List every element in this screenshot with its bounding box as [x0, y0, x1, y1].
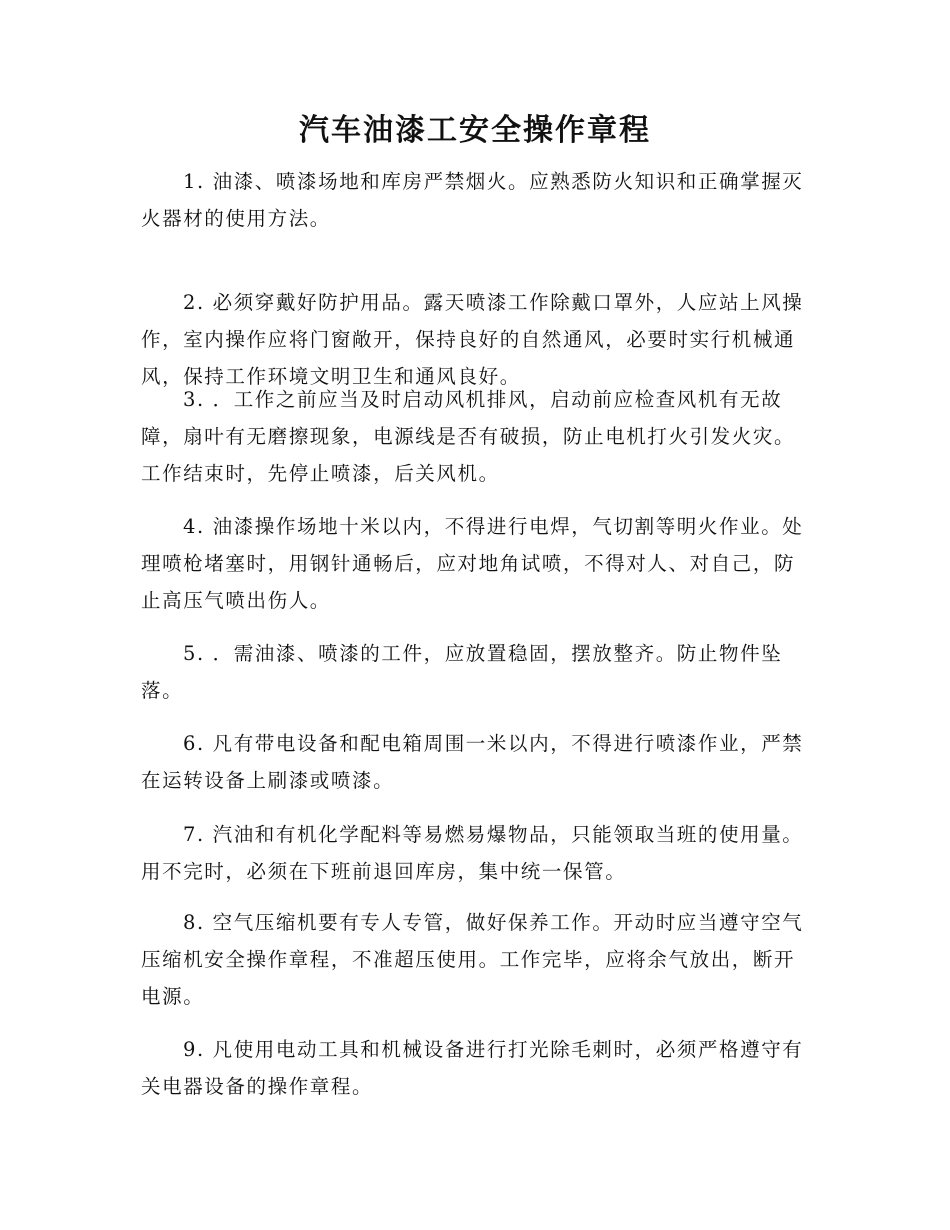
rule-paragraph-1: 1. 油漆、喷漆场地和库房严禁烟火。应熟悉防火知识和正确掌握灭火器材的使用方法。 [141, 170, 804, 230]
rule-paragraph-3: 3. ．工作之前应当及时启动风机排风，启动前应检查风机有无故障，扇叶有无磨擦现象，电源线是否有破损，防止电机打火引发火灾。工作结束时，先停止喷漆，后关风机。 [141, 388, 796, 485]
rule-paragraph-7: 7. 汽油和有机化学配料等易燃易爆物品，只能领取当班的使用量。用不完时，必须在下班前退回库房，集中统一保管。 [141, 823, 804, 883]
rule-paragraph-4: 4. 油漆操作场地十米以内，不得进行电焊，气切割等明火作业。处理喷枪堵塞时，用钢针通畅后，应对地角试喷，不得对人、对自己，防止高压气喷出伤人。 [141, 515, 804, 612]
document-title: 汽车油漆工安全操作章程 [299, 113, 651, 148]
rule-paragraph-6: 6. 凡有带电设备和配电箱周围一米以内，不得进行喷漆作业，严禁在运转设备上刷漆或喷漆。 [141, 732, 804, 792]
rule-paragraph-2: 2. 必须穿戴好防护用品。露天喷漆工作除戴口罩外，人应站上风操作，室内操作应将门窗敞开，保持良好的自然通风，必要时实行机械通风，保持工作环境文明卫生和通风良好。 [141, 291, 804, 388]
rule-paragraph-8: 8. 空气压缩机要有专人专管，做好保养工作。开动时应当遵守空气压缩机安全操作章程，不准超压使用。工作完毕，应将余气放出，断开电源。 [141, 911, 804, 1008]
rule-paragraph-9: 9. 凡使用电动工具和机械设备进行打光除毛刺时，必须严格遵守有关电器设备的操作章程。 [141, 1038, 804, 1098]
rule-paragraph-5: 5. ．需油漆、喷漆的工件，应放置稳固，摆放整齐。防止物件坠落。 [141, 642, 783, 702]
